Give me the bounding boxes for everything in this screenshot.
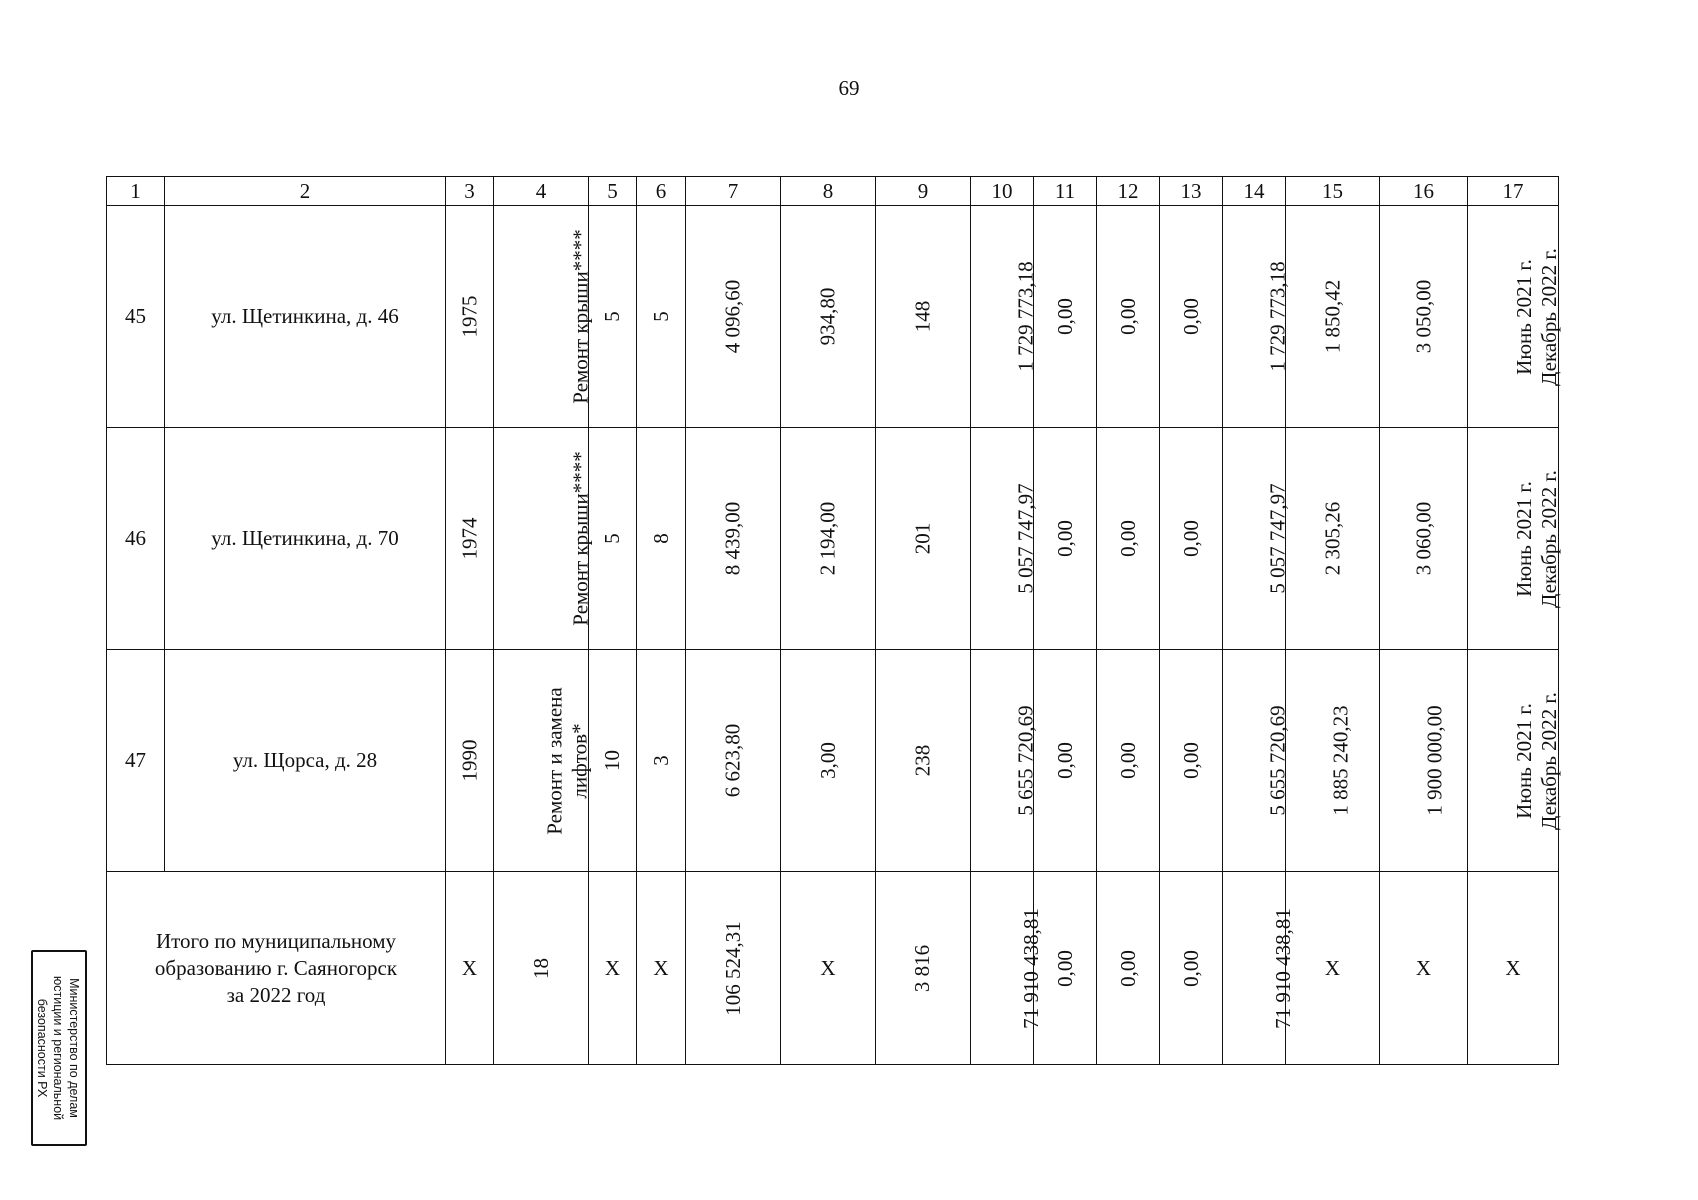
total-cell-5: X	[589, 872, 637, 1065]
cell-13	[1160, 428, 1223, 650]
work-type-cell	[494, 206, 593, 428]
period-start: Июнь 2021 г.	[1511, 258, 1536, 375]
col-header-16: 16	[1380, 177, 1468, 206]
cell-9	[876, 206, 971, 428]
total-cell-12	[1097, 872, 1160, 1065]
cell-16	[1380, 206, 1468, 428]
cell-10	[971, 206, 1038, 428]
total-row	[107, 872, 1559, 1065]
total-cell-9	[876, 872, 971, 1065]
col-header-12: 12	[1097, 177, 1160, 206]
year-cell	[446, 206, 494, 428]
period-cell	[1468, 206, 1559, 428]
value-11: 0,00	[1052, 520, 1077, 557]
value-7: 8 439,00	[720, 501, 745, 576]
value-8: 3,00	[815, 742, 840, 779]
cell-10	[971, 428, 1038, 650]
col-header-7: 7	[686, 177, 781, 206]
cell-8	[781, 428, 876, 650]
value-9: 148	[910, 300, 935, 333]
cell-8	[781, 650, 876, 872]
value-16: 3 050,00	[1411, 279, 1435, 354]
address: ул. Щорса, д. 28	[165, 650, 446, 872]
total-value-10: 71 910 438,81	[1018, 907, 1043, 1029]
total-cell-6: X	[637, 872, 686, 1065]
ministry-stamp	[27, 944, 91, 1152]
table-row	[107, 428, 1559, 650]
cell-11	[1034, 650, 1097, 872]
total-cell-15: X	[1286, 872, 1380, 1065]
value-15: 1 885 240,23	[1328, 705, 1353, 816]
cell-6	[637, 206, 686, 428]
table-row	[107, 650, 1559, 872]
period-start: Июнь 2021 г.	[1511, 702, 1536, 819]
row-number: 45	[107, 206, 165, 428]
cell-16	[1380, 650, 1468, 872]
total-cell-14	[1223, 872, 1295, 1065]
total-value-13: 0,00	[1178, 949, 1203, 987]
value-10: 1 729 773,18	[1013, 261, 1038, 372]
total-cell-7	[686, 872, 781, 1065]
total-cell-13	[1160, 872, 1223, 1065]
total-value-9: 3 816	[910, 944, 935, 992]
value-6: 3	[648, 755, 673, 766]
col-header-13: 13	[1160, 177, 1223, 206]
row-number: 47	[107, 650, 165, 872]
value-6: 5	[648, 311, 673, 322]
col-header-5: 5	[589, 177, 637, 206]
value-13: 0,00	[1178, 298, 1203, 335]
value-9: 238	[910, 744, 935, 777]
total-cell-16: X	[1380, 872, 1468, 1065]
total-label	[107, 872, 446, 1065]
total-cell-3: X	[446, 872, 494, 1065]
total-cell-10	[971, 872, 1043, 1065]
cell-15	[1286, 650, 1380, 872]
year-cell	[446, 428, 494, 650]
year: 1974	[457, 517, 481, 560]
cell-14	[1223, 206, 1290, 428]
work-type-line1: Ремонт и замена	[542, 686, 567, 835]
value-14: 1 729 773,18	[1265, 261, 1290, 372]
total-cell-17: X	[1468, 872, 1559, 1065]
address: ул. Щетинкина, д. 70	[165, 428, 446, 650]
cell-15	[1286, 206, 1380, 428]
value-11: 0,00	[1052, 298, 1077, 335]
total-value-11: 0,00	[1052, 949, 1077, 987]
value-16: 1 900 000,00	[1422, 705, 1447, 816]
cell-13	[1160, 650, 1223, 872]
table-row	[107, 206, 1559, 428]
col-header-10: 10	[971, 177, 1034, 206]
value-15: 1 850,42	[1320, 279, 1344, 354]
value-7: 6 623,80	[720, 723, 745, 798]
period-cell	[1468, 650, 1559, 872]
cell-5	[589, 206, 637, 428]
cell-9	[876, 428, 971, 650]
cell-10	[971, 650, 1038, 872]
cell-7	[686, 206, 781, 428]
value-16: 3 060,00	[1411, 501, 1435, 576]
value-13: 0,00	[1178, 742, 1203, 779]
period-end: Декабрь 2022 г.	[1536, 247, 1561, 386]
value-5: 5	[600, 533, 624, 544]
col-header-4: 4	[494, 177, 589, 206]
value-12: 0,00	[1115, 520, 1140, 557]
col-header-11: 11	[1034, 177, 1097, 206]
column-number-row	[107, 177, 1559, 206]
cell-5	[589, 428, 637, 650]
cell-8	[781, 206, 876, 428]
col-header-9: 9	[876, 177, 971, 206]
value-11: 0,00	[1052, 742, 1077, 779]
value-12: 0,00	[1115, 298, 1140, 335]
cell-12	[1097, 428, 1160, 650]
cell-11	[1034, 428, 1097, 650]
value-8: 934,80	[815, 287, 840, 346]
value-12: 0,00	[1115, 742, 1140, 779]
cell-6	[637, 428, 686, 650]
value-14: 5 057 747,97	[1265, 483, 1290, 594]
cell-12	[1097, 650, 1160, 872]
period	[1512, 692, 1562, 830]
cell-7	[686, 428, 781, 650]
col-header-6: 6	[637, 177, 686, 206]
total-value-14: 71 910 438,81	[1270, 907, 1295, 1029]
value-6: 8	[648, 533, 673, 544]
value-10: 5 057 747,97	[1013, 483, 1038, 594]
work-type	[543, 687, 593, 834]
stamp-line1: Министерство по делам	[67, 978, 81, 1118]
total-label-line1: Итого по муниципальному	[155, 928, 397, 953]
col-header-2: 2	[165, 177, 446, 206]
total-value-12: 0,00	[1115, 949, 1140, 987]
stamp-line2: юстиции и региональной	[51, 975, 65, 1121]
value-15: 2 305,26	[1320, 501, 1344, 576]
period	[1512, 470, 1562, 608]
period	[1512, 248, 1562, 386]
cell-9	[876, 650, 971, 872]
period-end: Декабрь 2022 г.	[1536, 691, 1561, 830]
value-13: 0,00	[1178, 520, 1203, 557]
value-8: 2 194,00	[815, 501, 840, 576]
period-cell	[1468, 428, 1559, 650]
stamp-line3: безопасности РХ	[35, 998, 49, 1098]
cell-5	[589, 650, 637, 872]
stamp-frame	[31, 950, 87, 1146]
total-cell-4	[494, 872, 589, 1065]
cell-7	[686, 650, 781, 872]
work-type: Ремонт крыши****	[568, 451, 593, 626]
col-header-3: 3	[446, 177, 494, 206]
col-header-8: 8	[781, 177, 876, 206]
row-number: 46	[107, 428, 165, 650]
col-header-15: 15	[1286, 177, 1380, 206]
cell-15	[1286, 428, 1380, 650]
period-start: Июнь 2021 г.	[1511, 480, 1536, 597]
col-header-1: 1	[107, 177, 165, 206]
value-5: 5	[600, 311, 624, 322]
capital-repair-table	[106, 176, 1559, 1065]
total-cell-8: X	[781, 872, 876, 1065]
work-type: Ремонт крыши****	[568, 229, 593, 404]
cell-16	[1380, 428, 1468, 650]
total-value-7: 106 524,31	[720, 920, 745, 1016]
cell-12	[1097, 206, 1160, 428]
value-5: 10	[600, 750, 624, 771]
cell-11	[1034, 206, 1097, 428]
value-9: 201	[910, 522, 935, 555]
cell-14	[1223, 650, 1290, 872]
total-label-line2: образованию г. Саяногорск	[154, 955, 398, 980]
year: 1990	[457, 739, 481, 782]
col-header-17: 17	[1468, 177, 1559, 206]
cell-14	[1223, 428, 1290, 650]
work-type-cell	[494, 428, 593, 650]
year-cell	[446, 650, 494, 872]
page-number: 69	[838, 76, 860, 100]
work-type-cell	[494, 650, 592, 872]
work-type-line2: лифтов*	[567, 722, 592, 799]
total-label-line3: за 2022 год	[226, 982, 326, 1007]
period-end: Декабрь 2022 г.	[1536, 469, 1561, 608]
year: 1975	[457, 295, 481, 338]
cell-6	[637, 650, 686, 872]
col-header-14: 14	[1223, 177, 1286, 206]
value-7: 4 096,60	[720, 279, 745, 354]
value-10: 5 655 720,69	[1013, 705, 1038, 816]
value-14: 5 655 720,69	[1265, 705, 1290, 816]
address: ул. Щетинкина, д. 46	[165, 206, 446, 428]
cell-13	[1160, 206, 1223, 428]
total-value-4: 18	[528, 957, 553, 979]
